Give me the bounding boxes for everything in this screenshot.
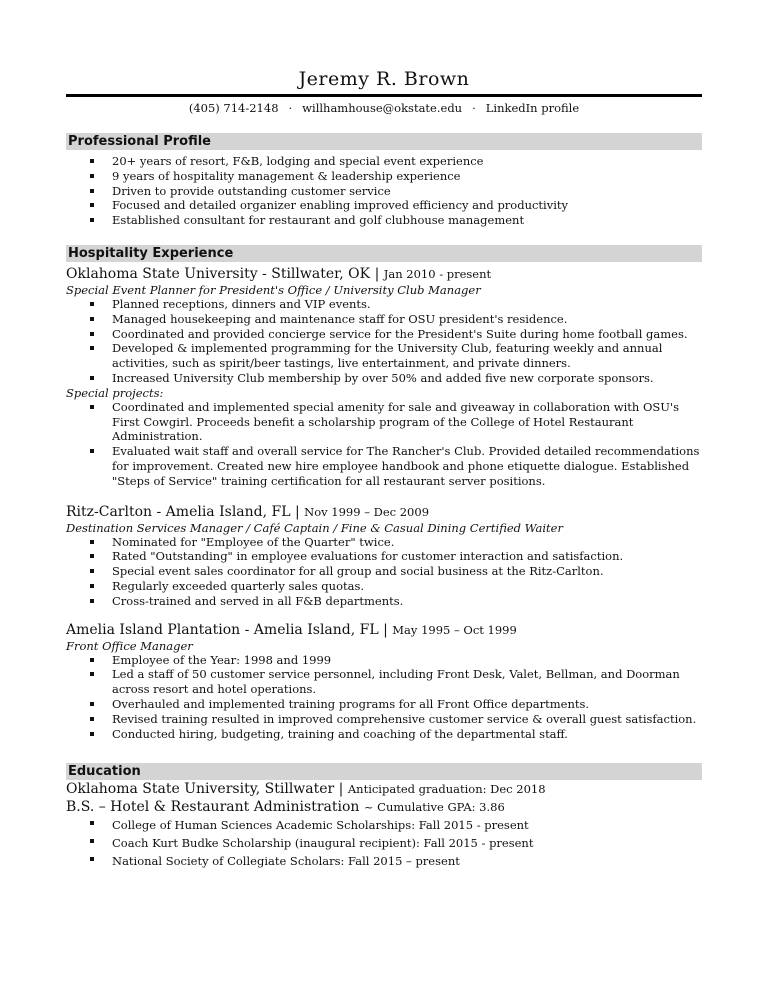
job-org-name: Oklahoma State University - Stillwater, OK |: [66, 266, 380, 282]
education-section: [66, 763, 702, 870]
school-name: Oklahoma State University, Stillwater |: [66, 781, 344, 797]
list-item: Evaluated wait staff and overall service for The Rancher's Club. Provided detailed recommendations for improvement. Created new hire employee handbook and phone etiquette dialogue. Established "Steps of Service" training certification for all restaurant server positions.: [66, 444, 702, 488]
special-projects-list: [66, 400, 702, 489]
graduation-note: Anticipated graduation: Dec 2018: [347, 782, 546, 796]
experience-section: [66, 245, 702, 741]
job-dates: Jan 2010 - present: [383, 267, 492, 281]
profile-list: [66, 154, 702, 228]
list-item: Coach Kurt Budke Scholarship (inaugural recipient): Fall 2015 - present: [66, 834, 702, 852]
list-item: National Society of Collegiate Scholars: Fall 2015 – present: [66, 852, 702, 870]
degree-name: B.S. – Hotel & Restaurant Administration: [66, 799, 360, 815]
list-item: Established consultant for restaurant and golf clubhouse management: [66, 213, 702, 228]
job-org: [66, 621, 702, 639]
special-projects-heading: Special projects:: [66, 385, 164, 400]
job-dates: Nov 1999 – Dec 2009: [304, 504, 430, 519]
job-dates: May 1995 – Oct 1999: [392, 622, 517, 637]
list-item: Developed & implemented programming for the University Club, featuring weekly and annual activities, such as spirit/beer tastings, live entertainment, and private dinners.: [66, 341, 702, 371]
contact-separator: ·: [288, 101, 293, 115]
candidate-name: Jeremy R. Brown: [298, 68, 470, 90]
school-line: [66, 780, 702, 798]
contact-separator: ·: [472, 101, 476, 115]
list-item: Employee of the Year: 1998 and 1999: [66, 653, 702, 668]
job-duties: [66, 535, 702, 609]
list-item: Revised training resulted in improved comprehensive customer service & overall guest satisfaction.: [66, 712, 702, 727]
list-item: Nominated for "Employee of the Quarter" twice.: [66, 535, 702, 550]
list-item: Regularly exceeded quarterly sales quotas.: [66, 579, 702, 594]
header-rule: [66, 94, 702, 97]
list-item: Focused and detailed organizer enabling improved efficiency and productivity: [66, 198, 702, 213]
job-entry: [66, 265, 702, 489]
degree-line: [66, 798, 702, 816]
list-item: 9 years of hospitality management & leadership experience: [66, 169, 702, 184]
phone-number: (405) 714-2148: [188, 101, 279, 115]
email-link[interactable]: willhamhouse@okstate.edu: [302, 101, 463, 115]
list-item: Cross-trained and served in all F&B departments.: [66, 594, 702, 609]
job-org-name: Amelia Island Plantation - Amelia Island, FL |: [66, 621, 388, 638]
contact-line: [66, 101, 702, 115]
list-item: Led a staff of 50 customer service personnel, including Front Desk, Valet, Bellman, and Doorman across resort and hotel operations.: [66, 667, 702, 697]
profile-heading: Professional Profile: [66, 133, 702, 150]
list-item: 20+ years of resort, F&B, lodging and special event experience: [66, 154, 702, 169]
job-role: Special Event Planner for President's Office / University Club Manager: [66, 283, 481, 297]
job-entry: [66, 621, 702, 742]
list-item: Coordinated and provided concierge service for the President's Suite during home football games.: [66, 327, 702, 342]
job-org-name: Ritz-Carlton - Amelia Island, FL |: [66, 503, 300, 520]
list-item: Managed housekeeping and maintenance staff for OSU president's residence.: [66, 312, 702, 327]
list-item: Planned receptions, dinners and VIP events.: [66, 297, 702, 312]
gpa-note: ~ Cumulative GPA: 3.86: [363, 800, 505, 814]
job-entry: [66, 503, 702, 609]
job-duties: [66, 653, 702, 742]
list-item: Coordinated and implemented special amenity for sale and giveaway in collaboration with OSU's First Cowgirl. Proceeds benefit a scholarship program of the College of Hotel Restaurant Administration.: [66, 400, 702, 444]
job-role: Destination Services Manager / Café Captain / Fine & Casual Dining Certified Waiter: [66, 520, 563, 535]
list-item: Rated "Outstanding" in employee evaluations for customer interaction and satisfaction.: [66, 549, 702, 564]
list-item: Driven to provide outstanding customer service: [66, 184, 702, 199]
list-item: Overhauled and implemented training programs for all Front Office departments.: [66, 697, 702, 712]
experience-heading: Hospitality Experience: [66, 245, 702, 262]
profile-section: [66, 133, 702, 228]
list-item: Conducted hiring, budgeting, training and coaching of the departmental staff.: [66, 727, 702, 742]
job-org: [66, 265, 702, 283]
list-item: Increased University Club membership by over 50% and added five new corporate sponsors.: [66, 371, 702, 386]
list-item: College of Human Sciences Academic Scholarships: Fall 2015 - present: [66, 816, 702, 834]
list-item: Special event sales coordinator for all group and social business at the Ritz-Carlton.: [66, 564, 702, 579]
education-heading: Education: [66, 763, 702, 780]
job-role: Front Office Manager: [66, 638, 193, 653]
linkedin-link[interactable]: LinkedIn profile: [485, 101, 580, 115]
job-duties: [66, 297, 702, 386]
job-org: [66, 503, 702, 521]
honors-list: [66, 816, 702, 870]
